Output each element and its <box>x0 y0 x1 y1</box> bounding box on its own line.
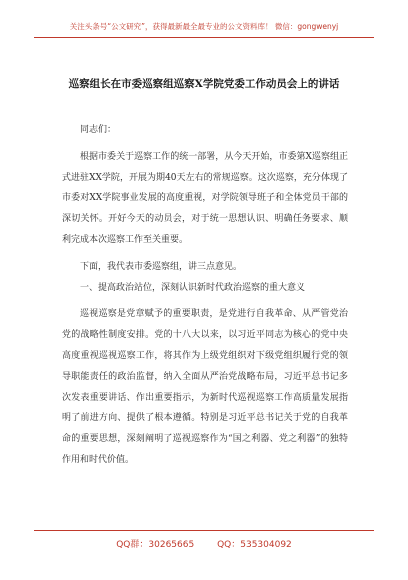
footer-divider <box>34 530 374 531</box>
salutation: 同志们： <box>80 125 117 135</box>
header-divider <box>34 37 374 38</box>
paragraph-section-1: 巡视巡察是党章赋予的重要职责，是党进行自我革命、从严管党治党的战略性制度安排。党的十八大以来，以习近平同志为核心的党中央高度重视巡视巡察工作，将其作为上级党组织对下级党组织履行党的领导职能责任的政治监督，纳入全面从严治党战略布局，习近平总书记多次发表重要讲话、作出重要指示，为新时代巡视巡察工作高质量发展指明了前进方向、提供了根本遵循。特别是习近平总书记关于党的自我革命的重要思想，深刻阐明了巡视巡察作为“国之利器、党之利器”的独特作用和时代价值。 <box>62 309 348 465</box>
section-heading-1: 一、提高政治站位，深刻认识新时代政治巡察的重大意义 <box>80 282 306 293</box>
page-header-notice: 关注头条号“公文研究”，获得最新最全最专业的公文资料库！ 微信：gongwenyj <box>69 22 339 31</box>
document-body <box>62 120 348 471</box>
footer-qq: QQ：535304092 <box>217 540 292 550</box>
paragraph-transition: 下面，我代表市委巡察组，讲三点意见。 <box>80 261 243 272</box>
document-title: 巡察组长在市委巡察组巡察X学院党委工作动员会上的讲话 <box>68 78 340 90</box>
page-footer <box>40 537 368 550</box>
paragraph-intro: 根据市委关于巡察工作的统一部署，从今天开始，市委第X巡察组正式进驻XX学院，开展为期40天左右的常规巡察。这次巡察，充分体现了市委对XX学院事业发展的高度重视，对学院领导班子和全体党员干部的深切关怀。开好今天的动员会，对于统一思想认识、明确任务要求、顺利完成本次巡察工作至关重要。 <box>62 151 348 245</box>
footer-qq-group: QQ群：30265665 <box>116 540 195 550</box>
